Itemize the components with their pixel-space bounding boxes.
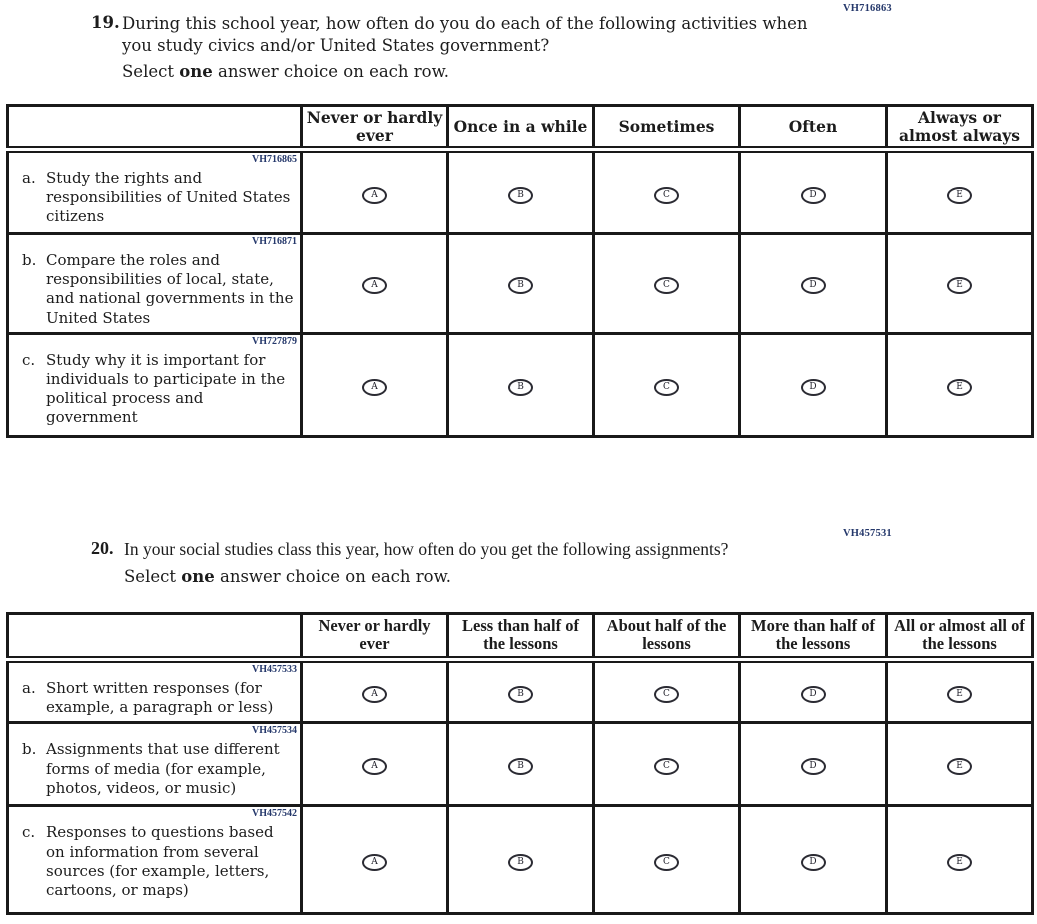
option-bubble-e[interactable]: E xyxy=(947,379,972,396)
item-code: VH457542 xyxy=(252,808,297,820)
option-bubble-a[interactable]: A xyxy=(362,758,387,775)
row-label-cell xyxy=(8,150,302,234)
corner-cell xyxy=(8,106,302,150)
column-header: All or almost all of the lessons xyxy=(887,614,1033,660)
option-cell xyxy=(887,333,1033,436)
option-cell xyxy=(448,333,594,436)
option-bubble-e[interactable]: E xyxy=(947,758,972,775)
question-19-instruction xyxy=(122,62,449,81)
option-cell xyxy=(594,333,740,436)
row-text: Assignments that use different forms of media (for example, photos, videos, or music) xyxy=(46,740,280,797)
row-letter: a. xyxy=(22,678,36,697)
question-19-response-table xyxy=(6,104,1034,438)
column-header: About half of the lessons xyxy=(594,614,740,660)
row-text: Study why it is important for individuals to participate in the political process and government xyxy=(46,350,286,427)
option-bubble-c[interactable]: C xyxy=(654,854,679,871)
header-row xyxy=(8,106,1033,150)
column-header: Once in a while xyxy=(448,106,594,150)
column-header: Never or hardly ever xyxy=(302,614,448,660)
option-bubble-c[interactable]: C xyxy=(654,277,679,294)
option-cell xyxy=(302,659,448,722)
option-bubble-b[interactable]: B xyxy=(508,758,533,775)
option-bubble-d[interactable]: D xyxy=(801,277,826,294)
item-code: VH716871 xyxy=(252,236,297,247)
option-cell xyxy=(302,333,448,436)
option-bubble-d[interactable]: D xyxy=(801,854,826,871)
option-bubble-c[interactable]: C xyxy=(654,187,679,204)
option-cell xyxy=(740,333,887,436)
column-header: More than half of the lessons xyxy=(740,614,887,660)
row-label-cell xyxy=(8,234,302,334)
column-header: Less than half of the lessons xyxy=(448,614,594,660)
option-bubble-a[interactable]: A xyxy=(362,854,387,871)
option-cell xyxy=(887,234,1033,334)
row-text: Short written responses (for example, a paragraph or less) xyxy=(46,678,274,717)
instruction-bold: one xyxy=(179,62,213,81)
option-bubble-d[interactable]: D xyxy=(801,187,826,204)
item-code: VH716865 xyxy=(252,154,297,165)
option-cell xyxy=(302,234,448,334)
option-cell xyxy=(448,806,594,914)
option-cell xyxy=(448,150,594,234)
option-cell xyxy=(740,723,887,806)
option-bubble-a[interactable]: A xyxy=(362,379,387,396)
option-cell xyxy=(740,150,887,234)
row-letter: c. xyxy=(22,350,36,369)
item-code: VH457534 xyxy=(252,725,297,737)
option-bubble-b[interactable]: B xyxy=(508,854,533,871)
row-label-cell xyxy=(8,723,302,806)
row-label-cell xyxy=(8,659,302,722)
option-cell xyxy=(594,150,740,234)
column-header: Sometimes xyxy=(594,106,740,150)
option-bubble-b[interactable]: B xyxy=(508,277,533,294)
corner-cell xyxy=(8,614,302,660)
option-bubble-c[interactable]: C xyxy=(654,379,679,396)
table-row xyxy=(8,806,1033,914)
question-19-number: 19. xyxy=(91,13,120,32)
option-cell xyxy=(887,806,1033,914)
row-label-cell xyxy=(8,333,302,436)
option-bubble-e[interactable]: E xyxy=(947,854,972,871)
row-text: Compare the roles and responsibilities of local, state, and national governments in the United States xyxy=(46,251,294,327)
table-row xyxy=(8,150,1033,234)
option-bubble-c[interactable]: C xyxy=(654,758,679,775)
option-bubble-b[interactable]: B xyxy=(508,187,533,204)
table-row xyxy=(8,659,1033,722)
option-bubble-a[interactable]: A xyxy=(362,686,387,703)
option-cell xyxy=(887,150,1033,234)
item-code: VH727879 xyxy=(252,335,297,347)
option-cell xyxy=(740,659,887,722)
option-cell xyxy=(448,234,594,334)
column-header: Always or almost always xyxy=(887,106,1033,150)
column-header: Often xyxy=(740,106,887,150)
instruction-pre: Select xyxy=(122,62,180,81)
option-cell xyxy=(740,234,887,334)
question-20-number: 20. xyxy=(91,538,114,558)
option-bubble-b[interactable]: B xyxy=(508,379,533,396)
option-cell xyxy=(887,659,1033,722)
option-bubble-d[interactable]: D xyxy=(801,758,826,775)
option-cell xyxy=(448,723,594,806)
table-row xyxy=(8,333,1033,436)
option-bubble-e[interactable]: E xyxy=(947,187,972,204)
question-20-response-table xyxy=(6,612,1034,915)
option-cell xyxy=(594,723,740,806)
option-bubble-a[interactable]: A xyxy=(362,187,387,204)
row-label-cell xyxy=(8,806,302,914)
question-19-code: VH716863 xyxy=(843,3,892,14)
option-bubble-c[interactable]: C xyxy=(654,686,679,703)
option-cell xyxy=(302,150,448,234)
row-letter: b. xyxy=(22,251,37,269)
option-cell xyxy=(448,659,594,722)
instruction-pre: Select xyxy=(124,567,182,586)
row-letter: a. xyxy=(22,169,36,187)
option-cell xyxy=(887,723,1033,806)
instruction-post: answer choice on each row. xyxy=(212,62,450,81)
option-cell xyxy=(594,659,740,722)
option-bubble-a[interactable]: A xyxy=(362,277,387,294)
option-cell xyxy=(302,806,448,914)
option-bubble-b[interactable]: B xyxy=(508,686,533,703)
item-code: VH457533 xyxy=(252,663,297,675)
row-text: Responses to questions based on information from several sources (for example, letters, cartoons, or maps) xyxy=(46,823,274,899)
option-cell xyxy=(302,723,448,806)
row-letter: c. xyxy=(22,823,36,842)
instruction-bold: one xyxy=(181,567,215,586)
option-bubble-d[interactable]: D xyxy=(801,686,826,703)
option-cell xyxy=(740,806,887,914)
column-header: Never or hardly ever xyxy=(302,106,448,150)
table-row xyxy=(8,234,1033,334)
option-bubble-d[interactable]: D xyxy=(801,379,826,396)
question-20-code: VH457531 xyxy=(843,528,892,539)
instruction-post: answer choice on each row. xyxy=(214,567,452,586)
question-20-instruction xyxy=(124,567,451,586)
question-20-text: In your social studies class this year, how often do you get the following assignments? xyxy=(124,539,729,559)
row-text: Study the rights and responsibilities of United States citizens xyxy=(46,169,291,226)
option-cell xyxy=(594,806,740,914)
header-row xyxy=(8,614,1033,660)
option-bubble-e[interactable]: E xyxy=(947,686,972,703)
row-letter: b. xyxy=(22,740,37,759)
question-19-text: During this school year, how often do you do each of the following activities when you study civics and/or United States government? xyxy=(122,14,808,55)
option-cell xyxy=(594,234,740,334)
table-row xyxy=(8,723,1033,806)
option-bubble-e[interactable]: E xyxy=(947,277,972,294)
